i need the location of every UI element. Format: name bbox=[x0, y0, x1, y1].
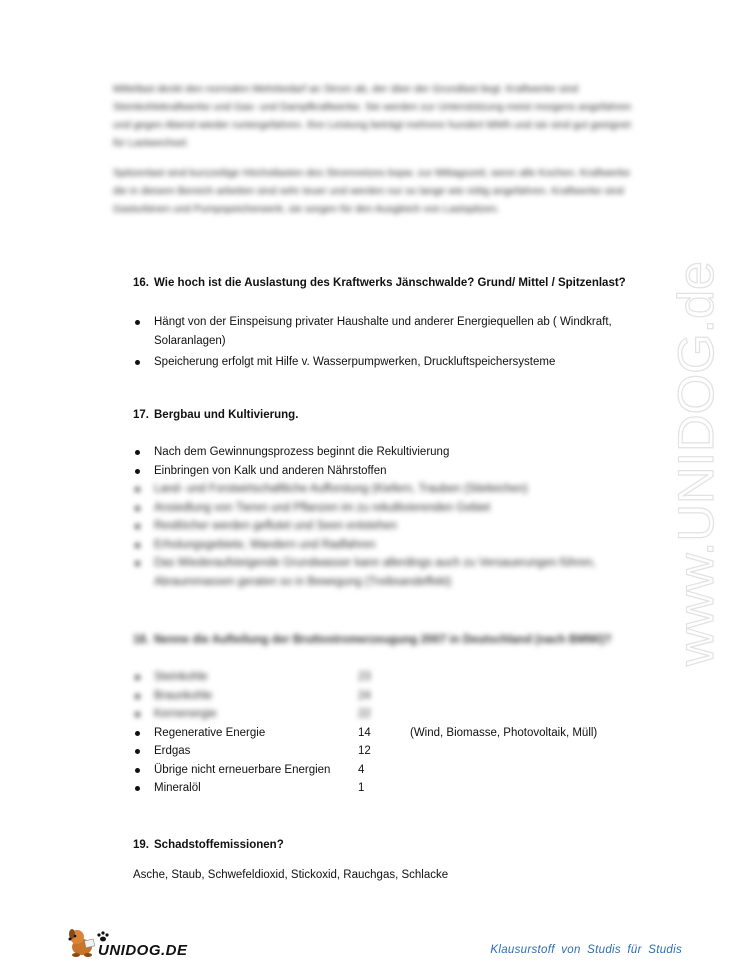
question-title: Schadstoffemissionen? bbox=[154, 839, 284, 851]
row-value: 23 bbox=[358, 671, 371, 683]
list-item: Hängt von der Einspeisung privater Haushalte und anderer Energiequellen ab ( Windkraft, Solaranlagen) bbox=[133, 313, 633, 350]
table-row bbox=[133, 724, 653, 743]
row-value: 14 bbox=[358, 726, 371, 739]
watermark bbox=[655, 256, 735, 671]
row-label: Mineralöl bbox=[154, 782, 201, 794]
row-note: (Wind, Biomasse, Photovoltaik, Müll) bbox=[410, 726, 598, 739]
list-item-hidden: Erholungsgebiete, Wandern und Radfahren bbox=[133, 536, 613, 555]
question-title: Bergbau und Kultivierung. bbox=[154, 409, 299, 421]
list-item-hidden: Ansiedlung von Tieren und Pflanzen im zu rekultivierenden Gebiet bbox=[133, 499, 613, 518]
question-19-heading bbox=[133, 839, 284, 851]
logo-text: UNIDOG.DE bbox=[98, 942, 188, 959]
list-item: Speicherung erfolgt mit Hilfe v. Wasserpumpwerken, Druckluftspeichersysteme bbox=[133, 353, 633, 372]
dog-icon bbox=[69, 929, 95, 957]
question-number: 18. bbox=[133, 634, 149, 646]
question-18-heading bbox=[133, 634, 612, 646]
question-number: 19. bbox=[133, 839, 149, 851]
list-item-hidden: Das Wiederaufsteigende Grundwasser kann allerdings auch zu Versauerungen führen, Abraummassen geraten so in Bewegung (Treibsandeffekt) bbox=[133, 554, 613, 591]
paw-icon bbox=[97, 931, 108, 941]
row-label: Übrige nicht erneuerbare Energien bbox=[154, 763, 331, 776]
question-18-list bbox=[133, 668, 653, 798]
table-row-hidden bbox=[133, 705, 653, 724]
list-item: Nach dem Gewinnungsprozess beginnt die Rekultivierung bbox=[133, 443, 613, 462]
watermark-text: www.UNIDOG.de bbox=[668, 277, 724, 666]
question-16-list bbox=[133, 313, 633, 372]
unidog-logo bbox=[66, 926, 196, 960]
table-row-hidden bbox=[133, 668, 653, 687]
row-value: 24 bbox=[358, 689, 371, 702]
question-19-answer: Asche, Staub, Schwefeldioxid, Stickoxid, Rauchgas, Schlacke bbox=[133, 869, 449, 881]
watermark-graphic bbox=[655, 256, 735, 671]
row-label: Kernenergie bbox=[154, 708, 217, 720]
question-17-heading bbox=[133, 409, 298, 421]
intro-paragraph-mittellast: Mittellast deckt den normalen Mehrbedarf an Strom ab, der über der Grundlast liegt. Kraftwerke sind Steinkohlekraftwerke und Gas- und Dampfkraftwerke. Sie werden zur Unterstützung meist morgens angefahren und gegen Abend wieder runtergefahren. Ihre Leistung beträgt mehrere hundert MWh und sie sind gut geeignet für Lastwechsel. bbox=[113, 83, 632, 149]
table-row bbox=[133, 742, 653, 761]
row-label: Braunkohle bbox=[154, 689, 213, 702]
list-item: Einbringen von Kalk und anderen Nährstoffen bbox=[133, 462, 613, 481]
question-title: Nenne die Aufteilung der Bruttostromerzeugung 2007 in Deutschland (nach BMWi)? bbox=[154, 634, 612, 646]
row-value: 22 bbox=[358, 708, 371, 720]
row-value: 4 bbox=[358, 763, 365, 776]
row-value: 12 bbox=[358, 745, 371, 757]
footer-tagline: Klausurstoff von Studis für Studis bbox=[490, 944, 682, 956]
list-item-hidden: Restlöcher werden geflutet und Seen entstehen bbox=[133, 517, 613, 536]
row-label: Erdgas bbox=[154, 745, 191, 757]
list-item-hidden: Land- und Forstwirtschaftliche Aufforstung (Kiefern, Trauben (Stieleichen) bbox=[133, 480, 613, 499]
question-17-list bbox=[133, 443, 613, 591]
row-label: Steinkohle bbox=[154, 671, 208, 683]
table-row bbox=[133, 761, 653, 780]
question-16-heading bbox=[133, 277, 626, 289]
question-number: 17. bbox=[133, 409, 149, 421]
question-title: Wie hoch ist die Auslastung des Kraftwerks Jänschwalde? Grund/ Mittel / Spitzenlast? bbox=[154, 277, 626, 289]
row-value: 1 bbox=[358, 782, 365, 794]
table-row-hidden bbox=[133, 687, 653, 706]
question-number: 16. bbox=[133, 277, 149, 289]
row-label: Regenerative Energie bbox=[154, 726, 266, 739]
table-row bbox=[133, 779, 653, 798]
intro-paragraph-spitzenlast: Spitzenlast sind kurzzeitige Höchstlasten des Stromnetzes bspw. zur Mittagszeit, wenn alle Kochen. Kraftwerke die in diesem Bereich arbeiten sind sehr teuer und werden nur so lange wie nötig angefahren. Kraftwerke sind Gasturbinen und Pumpspeicherwerk, sie sorgen für den Ausgleich von Lastspitzen. bbox=[113, 167, 631, 215]
